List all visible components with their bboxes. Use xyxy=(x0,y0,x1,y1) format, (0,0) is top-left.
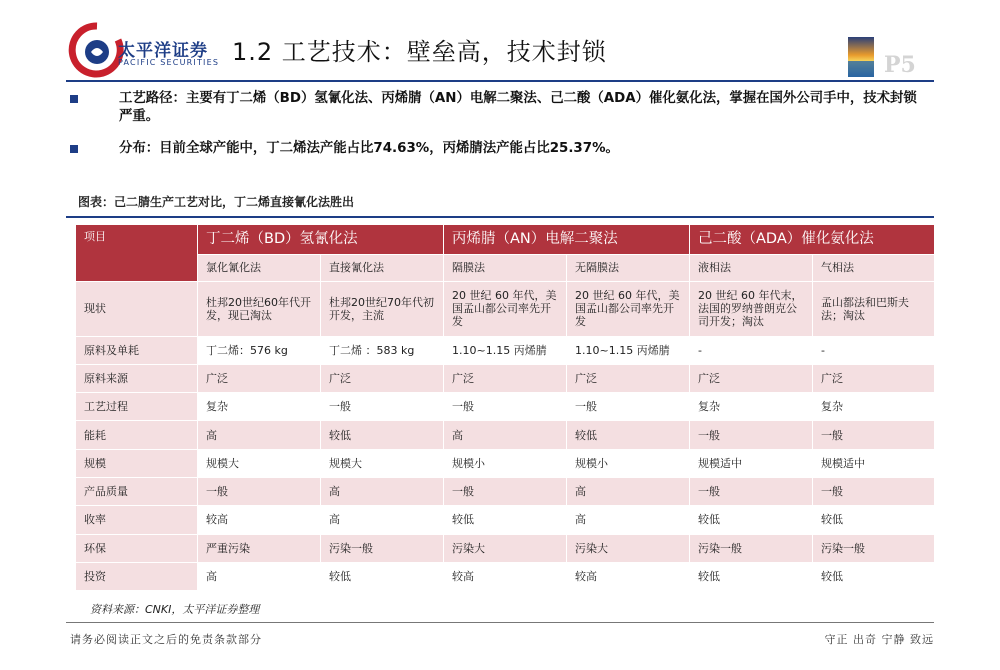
row-label: 规模 xyxy=(76,449,198,477)
row-label: 环保 xyxy=(76,534,198,562)
row-label: 产品质量 xyxy=(76,477,198,505)
table-row xyxy=(76,562,934,590)
bullet-process-routes xyxy=(70,90,930,130)
group-header-an: 丙烯腈（AN）电解二聚法 xyxy=(444,225,690,254)
row-label: 工艺过程 xyxy=(76,393,198,421)
table-cell: 高 xyxy=(321,506,444,534)
table-cell: 广泛 xyxy=(444,364,567,392)
bullet-capacity-distribution xyxy=(70,140,930,160)
table-cell: 广泛 xyxy=(321,364,444,392)
subheader-cell: 直接氰化法 xyxy=(321,254,444,281)
table-cell: 一般 xyxy=(321,393,444,421)
table-cell: 污染一般 xyxy=(813,534,934,562)
table-caption: 图表：己二腈生产工艺对比，丁二烯直接氰化法胜出 xyxy=(78,195,355,209)
table-cell: 丁二烯 ：583 kg xyxy=(321,336,444,364)
table-cell: 较低 xyxy=(813,562,934,590)
table-cell: 规模小 xyxy=(444,449,567,477)
table-cell: 广泛 xyxy=(813,364,934,392)
table-cell: 较低 xyxy=(690,562,813,590)
table-cell: 广泛 xyxy=(198,364,321,392)
subheader-cell: 隔膜法 xyxy=(444,254,567,281)
table-cell: 污染大 xyxy=(567,534,690,562)
table-cell: 规模适中 xyxy=(690,449,813,477)
subheader-cell: 液相法 xyxy=(690,254,813,281)
subheader-cell: 气相法 xyxy=(813,254,934,281)
row-label: 原料及单耗 xyxy=(76,336,198,364)
table-cell: 20 世纪 60 年代，美国孟山都公司率先开发 xyxy=(444,281,567,336)
table-cell: 1.10~1.15 丙烯腈 xyxy=(567,336,690,364)
table-cell: 一般 xyxy=(567,393,690,421)
table-cell: 杜邦20世纪70年代初开发，主流 xyxy=(321,281,444,336)
table-cell: 规模适中 xyxy=(813,449,934,477)
table-cell: 高 xyxy=(321,477,444,505)
table-cell: 一般 xyxy=(444,477,567,505)
table-cell: 较高 xyxy=(567,562,690,590)
data-source-note: 资料来源：CNKI，太平洋证券整理 xyxy=(90,603,260,616)
table-cell: 高 xyxy=(444,421,567,449)
table-row xyxy=(76,421,934,449)
table-cell: 较低 xyxy=(321,562,444,590)
row-label: 能耗 xyxy=(76,421,198,449)
table-cell: 20 世纪 60 年代末，法国的罗纳普朗克公司开发；淘汰 xyxy=(690,281,813,336)
row-label: 原料来源 xyxy=(76,364,198,392)
footer-motto: 守正 出奇 宁静 致远 xyxy=(824,633,934,646)
row-label: 现状 xyxy=(76,281,198,336)
table-row xyxy=(76,449,934,477)
table-cell: 污染一般 xyxy=(690,534,813,562)
table-cell: 严重污染 xyxy=(198,534,321,562)
bullet-text: 分布：目前全球产能中，丁二烯法产能占比74.63%，丙烯腈法产能占比25.37%。 xyxy=(119,141,619,156)
sunset-image xyxy=(848,37,874,77)
table-cell: 20 世纪 60 年代，美国孟山都公司率先开发 xyxy=(567,281,690,336)
bullet-marker-icon xyxy=(70,145,78,153)
table-row xyxy=(76,477,934,505)
group-header-bd: 丁二烯（BD）氢氰化法 xyxy=(198,225,444,254)
table-group-header-row xyxy=(76,225,934,254)
table-cell: 较低 xyxy=(690,506,813,534)
brand-name-en: PACIFIC SECURITIES xyxy=(118,58,220,67)
table-cell: 高 xyxy=(567,506,690,534)
table-cell: 较低 xyxy=(567,421,690,449)
table-cell: - xyxy=(813,336,934,364)
table-cell: 广泛 xyxy=(567,364,690,392)
footer-disclaimer: 请务必阅读正文之后的免责条款部分 xyxy=(70,633,262,646)
item-header: 项目 xyxy=(76,225,198,281)
table-cell: 一般 xyxy=(813,477,934,505)
table-cell: 一般 xyxy=(198,477,321,505)
table-cell: 规模大 xyxy=(198,449,321,477)
table-cell: 较高 xyxy=(444,562,567,590)
row-label: 投资 xyxy=(76,562,198,590)
table-cell: 复杂 xyxy=(198,393,321,421)
table-cell: 较低 xyxy=(321,421,444,449)
table-cell: 高 xyxy=(198,421,321,449)
table-row xyxy=(76,336,934,364)
table-cell: 污染大 xyxy=(444,534,567,562)
subheader-cell: 氯化氰化法 xyxy=(198,254,321,281)
table-row xyxy=(76,534,934,562)
caption-divider xyxy=(66,216,934,218)
table-cell: 复杂 xyxy=(813,393,934,421)
process-comparison-table xyxy=(75,225,934,591)
table-cell: 一般 xyxy=(444,393,567,421)
bullet-marker-icon xyxy=(70,95,78,103)
table-cell: 规模大 xyxy=(321,449,444,477)
table-subheader-row xyxy=(76,254,934,281)
footer-divider xyxy=(66,622,934,623)
table-cell: 一般 xyxy=(690,477,813,505)
table-row xyxy=(76,281,934,336)
bullet-text: 工艺路径：主要有丁二烯（BD）氢氰化法、丙烯腈（AN）电解二聚法、己二酸（ADA）催化氨化法，掌握在国外公司手中，技术封锁严重。 xyxy=(119,91,917,124)
header-divider xyxy=(66,80,934,82)
page-title: 1.2 工艺技术：壁垒高，技术封锁 xyxy=(232,38,607,66)
page-number: P5 xyxy=(884,52,916,78)
table-cell: 1.10~1.15 丙烯腈 xyxy=(444,336,567,364)
table-cell: 丁二烯：576 kg xyxy=(198,336,321,364)
table-cell: 一般 xyxy=(690,421,813,449)
table-cell: 杜邦20世纪60年代开发，现已淘汰 xyxy=(198,281,321,336)
brand-name-cn: 太平洋证券 xyxy=(118,41,208,61)
table-cell: 孟山都法和巴斯夫法；淘汰 xyxy=(813,281,934,336)
subheader-cell: 无隔膜法 xyxy=(567,254,690,281)
table-row xyxy=(76,506,934,534)
table-cell: 高 xyxy=(198,562,321,590)
table-row xyxy=(76,364,934,392)
table-cell: 高 xyxy=(567,477,690,505)
table-cell: 污染一般 xyxy=(321,534,444,562)
table-cell: 一般 xyxy=(813,421,934,449)
table-row xyxy=(76,393,934,421)
table-cell: 较低 xyxy=(813,506,934,534)
table-cell: 复杂 xyxy=(690,393,813,421)
table-cell: 较低 xyxy=(444,506,567,534)
table-cell: 广泛 xyxy=(690,364,813,392)
table-cell: 较高 xyxy=(198,506,321,534)
table-cell: 规模小 xyxy=(567,449,690,477)
table-cell: - xyxy=(690,336,813,364)
row-label: 收率 xyxy=(76,506,198,534)
group-header-ada: 己二酸（ADA）催化氨化法 xyxy=(690,225,934,254)
